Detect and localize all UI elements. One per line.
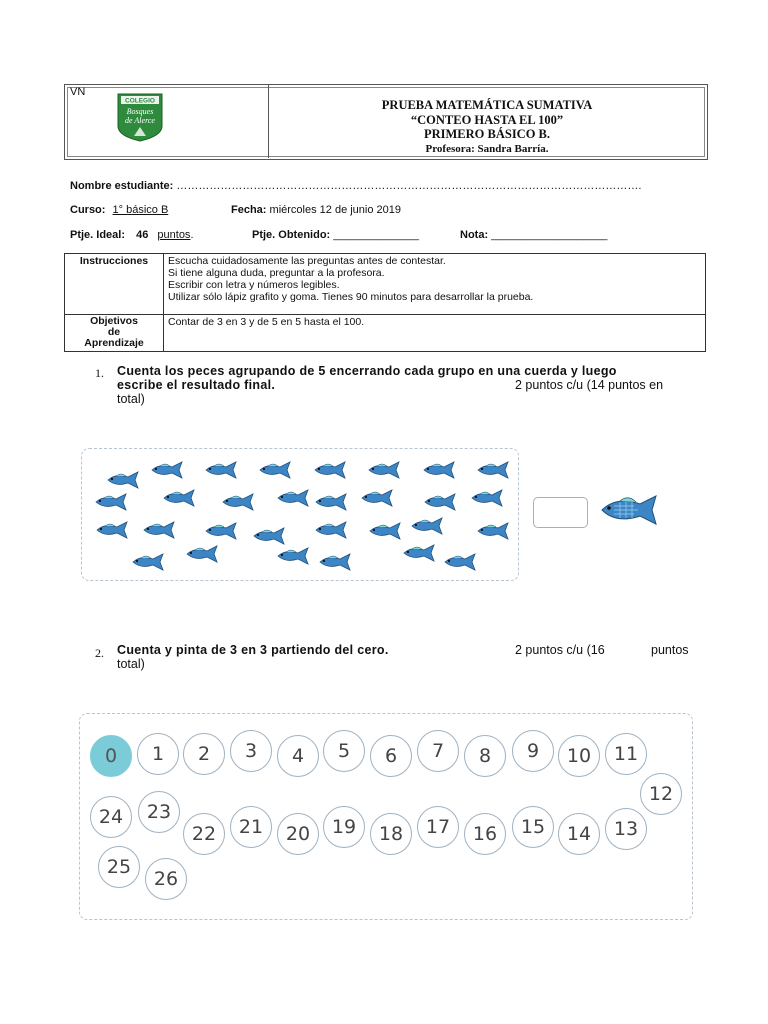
question-2-points: 2 puntos c/u (16 [515, 643, 605, 657]
fish-total-answer-box[interactable] [533, 497, 588, 528]
number-circle-23[interactable]: 23 [138, 791, 180, 833]
ideal-score-label: Ptje. Ideal: [70, 229, 126, 241]
objectives-label-line: de [107, 326, 121, 338]
date-row [231, 204, 401, 216]
number-circle-6[interactable]: 6 [370, 735, 412, 777]
fish-icon [94, 493, 128, 511]
grade-label: Nota: [460, 229, 489, 241]
fish-icon [221, 493, 255, 511]
number-circle-8[interactable]: 8 [464, 735, 506, 777]
number-circle-17[interactable]: 17 [417, 806, 459, 848]
number-circle-2[interactable]: 2 [183, 733, 225, 775]
number-circle-9[interactable]: 9 [512, 730, 554, 772]
question-1-number: 1. [95, 366, 104, 380]
fish-icon [162, 489, 196, 507]
number-circle-19[interactable]: 19 [323, 806, 365, 848]
question-2-line-1: Cuenta y pinta de 3 en 3 partiendo del cero. [117, 643, 389, 657]
fish-icon [252, 527, 286, 545]
question-1-line-1: Cuenta los peces agrupando de 5 encerrando cada grupo en una cuerda y luego [117, 364, 617, 378]
fish-icon [423, 493, 457, 511]
student-name-line[interactable]: ………………………………………………………………………………………………………………. [176, 180, 642, 192]
number-circle-7[interactable]: 7 [417, 730, 459, 772]
logo-line3: de Alerce [125, 116, 155, 125]
ideal-score-unit: puntos [157, 229, 191, 241]
fish-icon [185, 545, 219, 563]
number-circle-18[interactable]: 18 [370, 813, 412, 855]
objectives-label [65, 315, 164, 352]
grade-row [460, 229, 607, 241]
test-title [268, 98, 706, 156]
number-circle-5[interactable]: 5 [323, 730, 365, 772]
instruction-line: Escribir con letra y números legibles. [168, 279, 340, 291]
ideal-score-value: 46 [136, 229, 149, 241]
question-1-line-2: escribe el resultado final. [117, 378, 276, 392]
student-name-row [70, 180, 641, 192]
school-logo [114, 92, 166, 142]
number-circle-16[interactable]: 16 [464, 813, 506, 855]
instructions-content [164, 254, 706, 315]
course-value: 1° básico B [112, 204, 169, 216]
date-value: miércoles 12 de junio 2019 [269, 204, 402, 216]
title-line-1: PRUEBA MATEMÁTICA SUMATIVA [381, 98, 593, 112]
fish-icon [402, 544, 436, 562]
header-code: VN [70, 86, 86, 98]
number-circle-10[interactable]: 10 [558, 735, 600, 777]
fish-icon [313, 461, 347, 479]
objectives-row [65, 315, 706, 352]
question-2-text [117, 643, 697, 671]
logo-line1: COLEGIO [125, 97, 155, 105]
teacher-name: Profesora: Sandra Barría. [425, 142, 549, 155]
number-circle-3[interactable]: 3 [230, 730, 272, 772]
fish-icon-large [598, 492, 660, 528]
fish-icon [360, 489, 394, 507]
instructions-label: Instrucciones [65, 254, 164, 315]
question-2-number: 2. [95, 646, 104, 660]
fish-icon [410, 517, 444, 535]
fish-icon [476, 522, 510, 540]
obtained-score-row [252, 229, 419, 241]
instruction-line: Si tiene alguna duda, preguntar a la profesora. [168, 267, 385, 279]
fish-icon [470, 489, 504, 507]
number-circle-25[interactable]: 25 [98, 846, 140, 888]
title-line-2: “CONTEO HASTA EL 100” [410, 112, 564, 127]
logo-line2: Bosques [126, 107, 154, 116]
question-1-text [117, 364, 697, 406]
fish-icon [367, 461, 401, 479]
date-label: Fecha: [231, 204, 267, 216]
objectives-label-line: Aprendizaje [84, 337, 144, 349]
number-circle-14[interactable]: 14 [558, 813, 600, 855]
fish-icon [150, 461, 184, 479]
fish-icon [276, 547, 310, 565]
student-name-label: Nombre estudiante: [70, 180, 174, 192]
number-circle-4[interactable]: 4 [277, 735, 319, 777]
fish-icon [204, 522, 238, 540]
fish-icon [476, 461, 510, 479]
fish-icon [276, 489, 310, 507]
number-circle-21[interactable]: 21 [230, 806, 272, 848]
instruction-line: Escucha cuidadosamente las preguntas antes de contestar. [168, 255, 446, 267]
fish-icon [95, 521, 129, 539]
obtained-score-line[interactable]: ______________ [333, 229, 419, 241]
question-1-points-cont: total) [117, 392, 145, 406]
number-circle-26[interactable]: 26 [145, 858, 187, 900]
grade-line[interactable]: ___________________ [491, 229, 608, 241]
number-circle-20[interactable]: 20 [277, 813, 319, 855]
fish-icon [314, 493, 348, 511]
question-1-points: 2 puntos c/u (14 puntos en [515, 378, 664, 392]
course-row [70, 204, 168, 216]
ideal-score-row [70, 229, 194, 241]
instructions-row [65, 254, 706, 315]
instructions-table [64, 253, 706, 352]
title-line-3: PRIMERO BÁSICO B. [423, 127, 551, 141]
fish-icon [142, 521, 176, 539]
number-circle-13[interactable]: 13 [605, 808, 647, 850]
obtained-score-label: Ptje. Obtenido: [252, 229, 331, 241]
fish-icon [368, 522, 402, 540]
fish-icon [314, 521, 348, 539]
number-circle-24[interactable]: 24 [90, 796, 132, 838]
ideal-score-period: . [190, 229, 194, 241]
fish-icon [258, 461, 292, 479]
number-circle-11[interactable]: 11 [605, 733, 647, 775]
objectives-label-line: Objetivos [90, 315, 138, 327]
header-left-cell [64, 84, 269, 158]
fish-icon [318, 553, 352, 571]
question-2-points-word: puntos [651, 643, 689, 657]
number-circle-22[interactable]: 22 [183, 813, 225, 855]
instruction-line: Utilizar sólo lápiz grafito y goma. Tienes 90 minutos para desarrollar la prueba. [168, 291, 534, 303]
objectives-value: Contar de 3 en 3 y de 5 en 5 hasta el 100. [164, 315, 706, 352]
fish-icon [204, 461, 238, 479]
question-2-points-cont: total) [117, 657, 145, 671]
course-label: Curso: [70, 204, 106, 216]
fish-icon [422, 461, 456, 479]
fish-icon [131, 553, 165, 571]
number-circle-12[interactable]: 12 [640, 773, 682, 815]
fish-icon [443, 553, 477, 571]
fish-icon [106, 471, 140, 489]
number-circle-0[interactable]: 0 [90, 735, 132, 777]
number-circle-15[interactable]: 15 [512, 806, 554, 848]
number-circle-1[interactable]: 1 [137, 733, 179, 775]
